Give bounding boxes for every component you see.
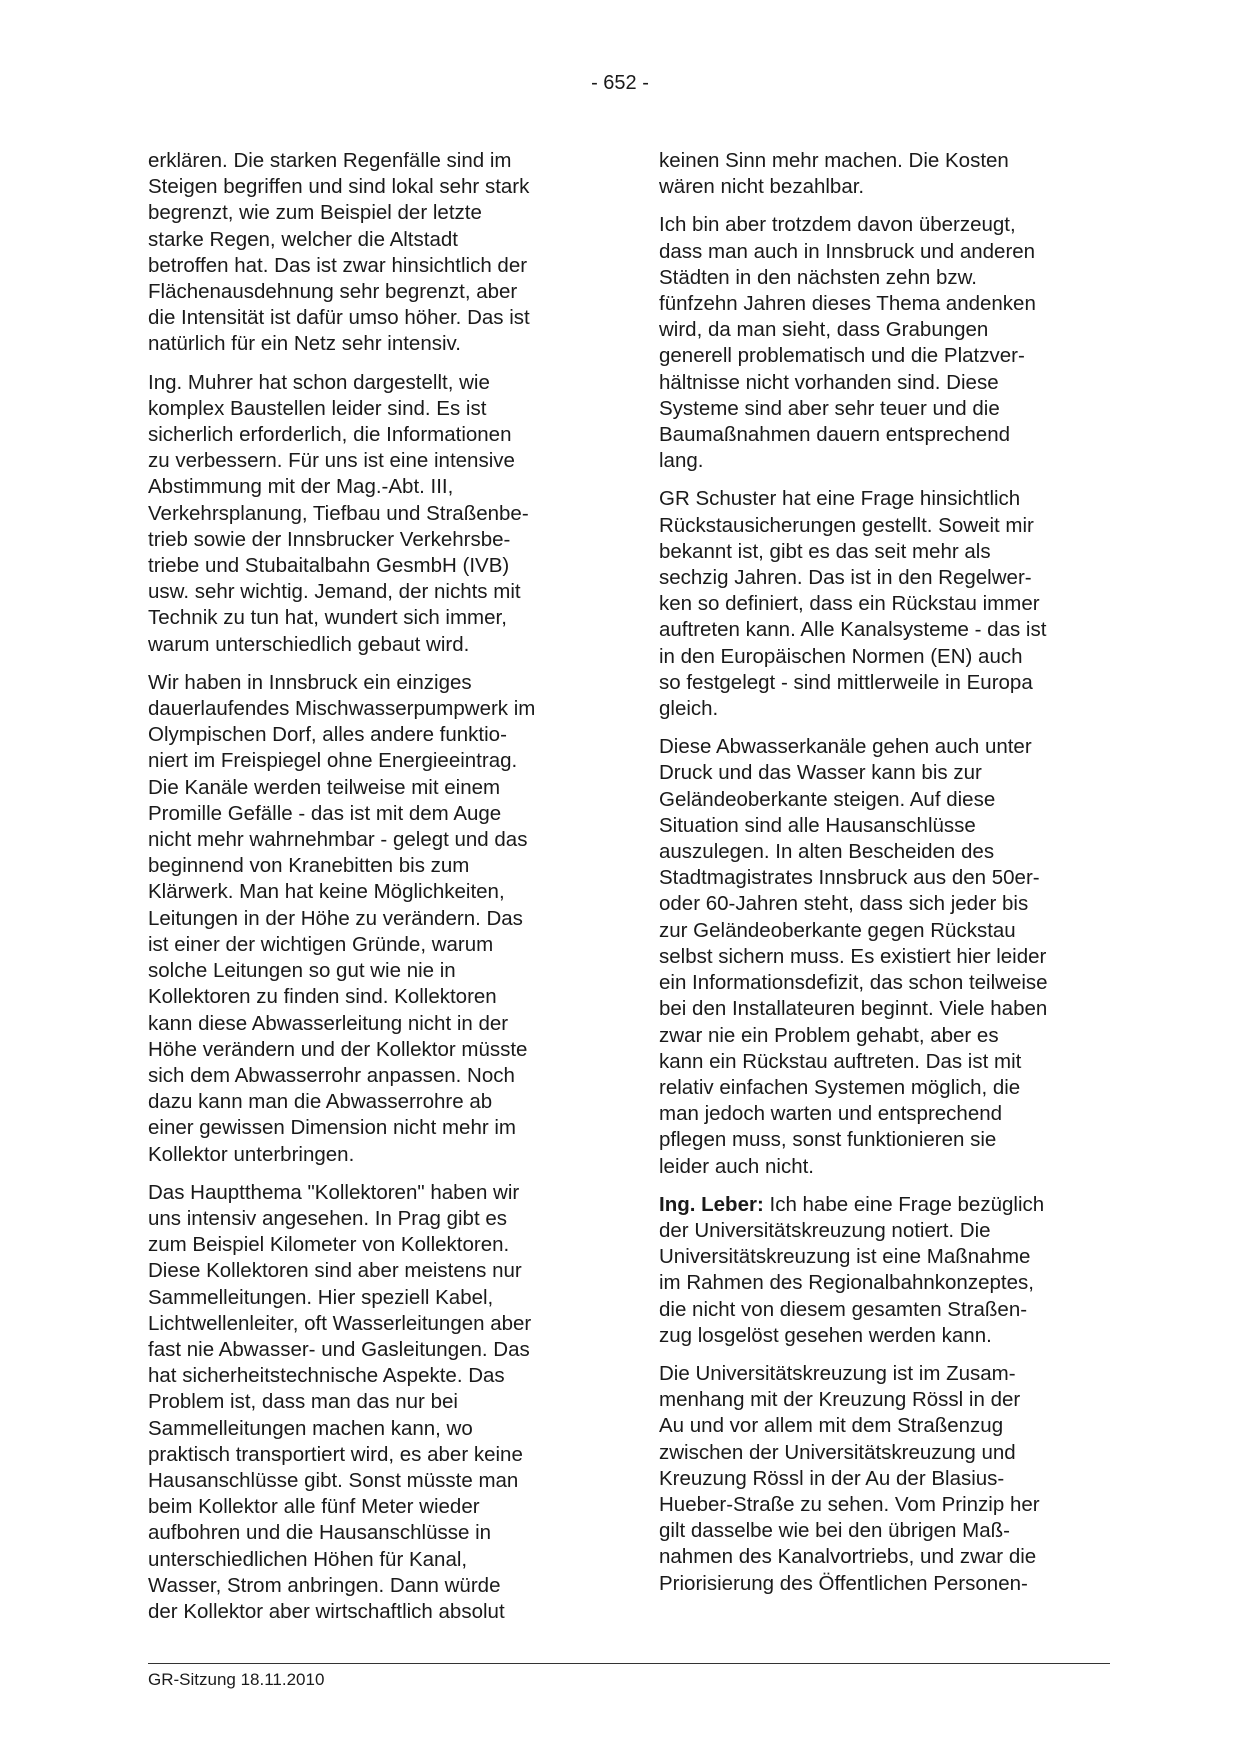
text-line: sicherlich erforderlich, die Informationen (148, 423, 512, 447)
text-line: bekannt ist, gibt es das seit mehr als (659, 539, 991, 563)
text-line: lang. (659, 449, 704, 473)
text-line: Sammelleitungen machen kann, wo (148, 1416, 473, 1440)
text-line: die Intensität ist dafür umso höher. Das ist (148, 306, 530, 330)
text-line: Systeme sind aber sehr teuer und die (659, 396, 1000, 420)
text-line: Kollektor unterbringen. (148, 1142, 355, 1166)
text-line: bei den Installateuren beginnt. Viele haben (659, 997, 1048, 1021)
text-line: dazu kann man die Abwasserrohre ab (148, 1090, 493, 1114)
text-line: Diese Kollektoren sind aber meistens nur (148, 1259, 522, 1283)
text-line: Wasser, Strom anbringen. Dann würde (148, 1573, 501, 1597)
text-line: ein Informationsdefizit, das schon teilweise (659, 971, 1048, 995)
paragraph (659, 212, 1109, 474)
text-line: trieb sowie der Innsbrucker Verkehrsbe- (148, 527, 511, 551)
text-line: in den Europäischen Normen (EN) auch (659, 644, 1023, 668)
speaker-text: Ich habe eine Frage bezüglich (763, 1192, 1045, 1216)
text-line: Städten in den nächsten zehn bzw. (659, 265, 977, 289)
text-line: auszulegen. In alten Bescheiden des (659, 840, 995, 864)
text-line: Ich bin aber trotzdem davon überzeugt, (659, 213, 1016, 237)
text-line: selbst sichern muss. Es existiert hier leider (659, 944, 1047, 968)
text-line: fünfzehn Jahren dieses Thema andenken (659, 292, 1036, 316)
text-line: starke Regen, welcher die Altstadt (148, 227, 458, 251)
text-line: fast nie Abwasser- und Gasleitungen. Das (148, 1337, 530, 1361)
text-line: generell problematisch und die Platzver- (659, 344, 1025, 368)
text-line: erklären. Die starken Regenfälle sind im (148, 149, 512, 172)
text-line: Olympischen Dorf, alles andere funktio- (148, 723, 507, 747)
text-line: Baumaßnahmen dauern entsprechend (659, 423, 1011, 447)
paragraph (148, 370, 585, 658)
paragraph (659, 1361, 1109, 1597)
text-line: Steigen begriffen und sind lokal sehr stark (148, 175, 530, 199)
text-line: zu verbessern. Für uns ist eine intensive (148, 449, 515, 473)
text-line: Die Universitätskreuzung ist im Zusam- (659, 1361, 1016, 1385)
text-line: betroffen hat. Das ist zwar hinsichtlich der (148, 253, 528, 277)
text-line (659, 1192, 1109, 1218)
text-line: unterschiedlichen Höhen für Kanal, (148, 1547, 468, 1571)
text-line: niert im Freispiegel ohne Energieeintrag. (148, 749, 518, 773)
text-line: Abstimmung mit der Mag.-Abt. III, (148, 475, 454, 499)
paragraph (148, 1180, 585, 1625)
paragraph (659, 148, 1109, 200)
paragraph (659, 486, 1109, 722)
text-line: komplex Baustellen leider sind. Es ist (148, 396, 487, 420)
text-line: wären nicht bezahlbar. (659, 175, 865, 199)
text-line: praktisch transportiert wird, es aber keine (148, 1442, 523, 1466)
paragraph (148, 148, 585, 358)
text-line: leider auch nicht. (659, 1154, 814, 1178)
text-line: Leitungen in der Höhe zu verändern. Das (148, 906, 523, 930)
text-line: triebe und Stubaitalbahn GesmbH (IVB) (148, 554, 510, 578)
text-line: der Universitätskreuzung notiert. Die (659, 1218, 991, 1242)
paragraph (659, 734, 1109, 1179)
text-line: einer gewissen Dimension nicht mehr im (148, 1116, 517, 1140)
text-line: zwar nie ein Problem gehabt, aber es (659, 1023, 999, 1047)
text-line: sechzig Jahren. Das ist in den Regelwer- (659, 566, 1032, 590)
text-line: Stadtmagistrates Innsbruck aus den 50er- (659, 866, 1040, 890)
text-line: hältnisse nicht vorhanden sind. Diese (659, 370, 999, 394)
text-line: GR Schuster hat eine Frage hinsichtlich (659, 487, 1021, 511)
text-line: zug losgelöst gesehen werden kann. (659, 1323, 992, 1347)
text-line: beginnend von Kranebitten bis zum (148, 854, 470, 878)
text-line: solche Leitungen so gut wie nie in (148, 959, 456, 983)
text-line: Wir haben in Innsbruck ein einziges (148, 670, 472, 694)
text-line: Hueber-Straße zu sehen. Vom Prinzip her (659, 1492, 1040, 1516)
text-line: Druck und das Wasser kann bis zur (659, 761, 982, 785)
text-line: Kollektoren zu finden sind. Kollektoren (148, 985, 497, 1009)
text-line: man jedoch warten und entsprechend (659, 1102, 1003, 1126)
left-column (148, 148, 585, 1637)
text-line: usw. sehr wichtig. Jemand, der nichts mit (148, 580, 521, 604)
text-line: Problem ist, dass man das nur bei (148, 1390, 458, 1414)
text-line: keinen Sinn mehr machen. Die Kosten (659, 149, 1009, 172)
text-line: Situation sind alle Hausanschlüsse (659, 813, 976, 837)
right-column (659, 148, 1109, 1609)
text-line: nahmen des Kanalvortriebs, und zwar die (659, 1545, 1037, 1569)
text-line: menhang mit der Kreuzung Rössl in der (659, 1388, 1021, 1412)
text-line: Universitätskreuzung ist eine Maßnahme (659, 1245, 1031, 1269)
text-line: relativ einfachen Systemen möglich, die (659, 1075, 1021, 1099)
text-line: Die Kanäle werden teilweise mit einem (148, 775, 501, 799)
text-line: der Kollektor aber wirtschaftlich absolut (148, 1599, 505, 1623)
text-line: Rückstausicherungen gestellt. Soweit mir (659, 513, 1034, 537)
text-line: begrenzt, wie zum Beispiel der letzte (148, 201, 482, 225)
text-line: Verkehrsplanung, Tiefbau und Straßenbe- (148, 501, 529, 525)
text-line: pflegen muss, sonst funktionieren sie (659, 1128, 997, 1152)
text-line: Flächenausdehnung sehr begrenzt, aber (148, 280, 518, 304)
text-line: kann diese Abwasserleitung nicht in der (148, 1011, 509, 1035)
text-line: Klärwerk. Man hat keine Möglichkeiten, (148, 880, 505, 904)
text-line: Kreuzung Rössl in der Au der Blasius- (659, 1466, 1005, 1490)
text-line: dass man auch in Innsbruck und anderen (659, 239, 1036, 263)
text-line: natürlich für ein Netz sehr intensiv. (148, 332, 461, 356)
paragraph (148, 670, 585, 1168)
text-line: ist einer der wichtigen Gründe, warum (148, 932, 494, 956)
text-line: Geländeoberkante steigen. Auf diese (659, 787, 996, 811)
text-line: zur Geländeoberkante gegen Rückstau (659, 918, 1016, 942)
page-number: - 652 - (591, 72, 649, 94)
text-line: ken so definiert, dass ein Rückstau immer (659, 592, 1040, 616)
footer-divider (148, 1663, 1110, 1664)
text-line: Das Hauptthema "Kollektoren" haben wir (148, 1180, 520, 1204)
text-line: Promille Gefälle - das ist mit dem Auge (148, 801, 502, 825)
text-line: aufbohren und die Hausanschlüsse in (148, 1521, 492, 1545)
text-line: hat sicherheitstechnische Aspekte. Das (148, 1364, 505, 1388)
text-line: nicht mehr wahrnehmbar - gelegt und das (148, 828, 528, 852)
text-line: dauerlaufendes Mischwasserpumpwerk im (148, 697, 536, 721)
text-line: Technik zu tun hat, wundert sich immer, (148, 606, 507, 630)
speaker-name: Ing. Leber: (659, 1192, 764, 1216)
text-line: auftreten kann. Alle Kanalsysteme - das ist (659, 618, 1047, 642)
text-line: im Rahmen des Regionalbahnkonzeptes, (659, 1271, 1034, 1295)
text-line: zum Beispiel Kilometer von Kollektoren. (148, 1233, 510, 1257)
text-line: sich dem Abwasserrohr anpassen. Noch (148, 1063, 515, 1087)
text-line: Ing. Muhrer hat schon dargestellt, wie (148, 370, 490, 394)
text-line: Höhe verändern und der Kollektor müsste (148, 1037, 528, 1061)
text-line: kann ein Rückstau auftreten. Das ist mit (659, 1049, 1022, 1073)
text-line: Hausanschlüsse gibt. Sonst müsste man (148, 1468, 519, 1492)
text-line: Au und vor allem mit dem Straßenzug (659, 1414, 1004, 1438)
text-line: beim Kollektor alle fünf Meter wieder (148, 1495, 480, 1519)
text-line: wird, da man sieht, dass Grabungen (659, 318, 989, 342)
text-line: gilt dasselbe wie bei den übrigen Maß- (659, 1519, 1010, 1543)
footer-session-date: GR-Sitzung 18.11.2010 (148, 1670, 325, 1689)
text-line: Sammelleitungen. Hier speziell Kabel, (148, 1285, 494, 1309)
text-line: zwischen der Universitätskreuzung und (659, 1440, 1016, 1464)
text-line: die nicht von diesem gesamten Straßen- (659, 1297, 1028, 1321)
text-line: uns intensiv angesehen. In Prag gibt es (148, 1206, 507, 1230)
text-line: oder 60-Jahren steht, dass sich jeder bis (659, 892, 1029, 916)
text-line: so festgelegt - sind mittlerweile in Europa (659, 670, 1033, 694)
text-line: warum unterschiedlich gebaut wird. (148, 632, 470, 656)
text-line: Lichtwellenleiter, oft Wasserleitungen aber (148, 1311, 532, 1335)
text-line: Priorisierung des Öffentlichen Personen- (659, 1571, 1028, 1595)
paragraph (659, 1192, 1109, 1349)
text-line: gleich. (659, 697, 719, 721)
text-line: Diese Abwasserkanäle gehen auch unter (659, 735, 1032, 759)
